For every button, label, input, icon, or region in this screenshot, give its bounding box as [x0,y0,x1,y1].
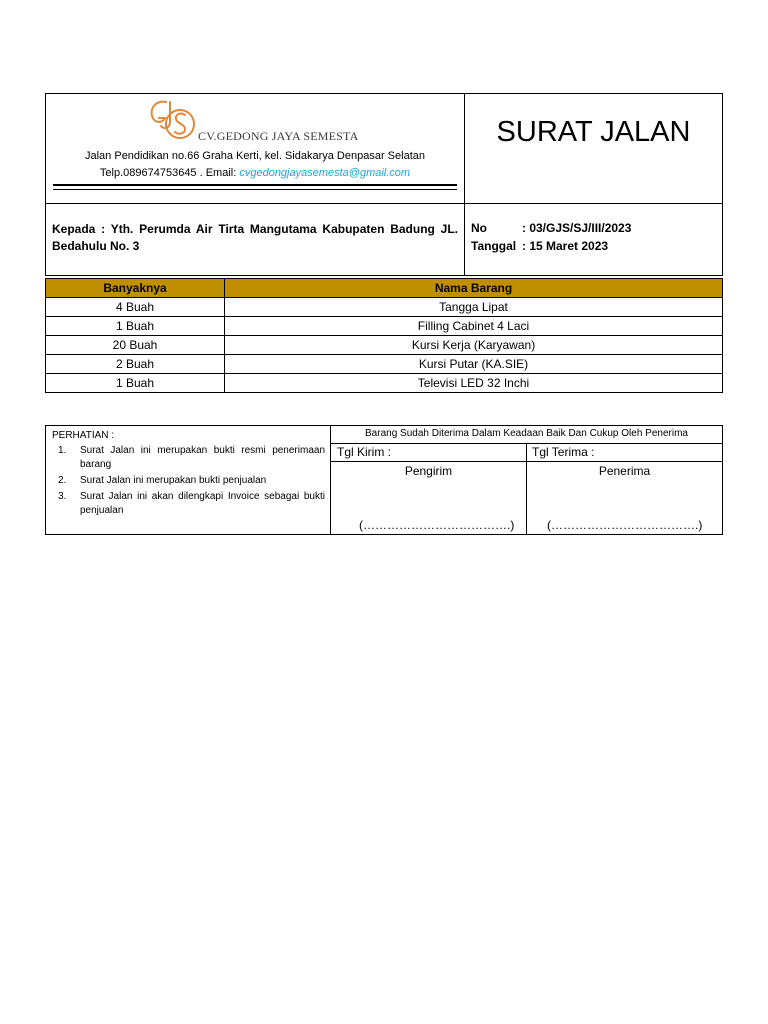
doc-date-value: : 15 Maret 2023 [522,239,609,253]
sender-label: Pengirim [404,464,453,478]
table-row [46,336,723,355]
item-name: Televisi LED 32 Inchi [225,374,723,393]
gjs-logo-icon [146,96,198,142]
column-header-quantity: Banyaknya [46,279,225,298]
item-name: Tangga Lipat [225,298,723,317]
title-cell [465,94,722,203]
header-rule-thick [53,184,457,186]
company-email-link[interactable]: cvgedongjayasemesta@gmail.com [239,167,411,179]
item-quantity: 20 Buah [46,336,225,355]
notes-cell [46,426,331,534]
table-row [46,317,723,336]
recipient-text: Kepada : Yth. Perumda Air Tirta Mangutama Kabupaten Badung JL. Bedahulu No. 3 [52,222,458,253]
recipient-cell [46,204,465,276]
doc-number-row [471,221,631,235]
receipt-divider [331,461,722,462]
receipt-column-divider [526,443,527,534]
list-item [52,474,325,488]
table-row [46,374,723,393]
notes-list [52,444,325,520]
table-row [46,355,723,374]
document-title: SURAT JALAN [496,116,691,148]
column-header-item-name: Nama Barang [225,279,723,298]
note-text: Surat Jalan ini merupakan bukti resmi penerimaan barang [80,445,325,470]
note-number: 3. [58,491,67,502]
company-info [46,94,465,203]
company-address: Jalan Pendidikan no.66 Graha Kerti, kel. Sidakarya Denpasar Selatan [85,150,425,162]
company-contact [46,167,464,179]
receipt-cell [331,426,722,534]
company-phone: Telp.089674753645 . Email: [99,167,240,179]
notes-title: PERHATIAN : [52,430,115,441]
item-name: Kursi Kerja (Karyawan) [225,336,723,355]
document-footer [45,425,723,535]
company-name: CV.GEDONG JAYA SEMESTA [198,129,359,143]
items-table [45,278,723,393]
note-number: 1. [58,445,67,456]
item-quantity: 1 Buah [46,374,225,393]
note-text: Surat Jalan ini akan dilengkapi Invoice sebagai bukti penjualan [80,491,325,516]
list-item [52,490,325,518]
receiver-label: Penerima [598,464,651,478]
table-row [46,298,723,317]
receive-date-label: Tgl Terima : [532,445,595,459]
header-rule-thin [53,189,457,190]
send-date-label: Tgl Kirim : [337,445,391,459]
document-header [45,93,723,276]
note-text: Surat Jalan ini merupakan bukti penjualan [80,475,267,486]
items-header-row [46,279,723,298]
doc-date-row [471,239,608,253]
sender-signature-line: (……………………………….) [359,518,515,532]
doc-date-label: Tanggal [471,239,517,253]
note-number: 2. [58,475,67,486]
doc-info-cell [465,204,722,276]
item-name: Filling Cabinet 4 Laci [225,317,723,336]
item-quantity: 2 Buah [46,355,225,374]
receiver-signature-line: (……………………………….) [547,518,703,532]
receipt-heading: Barang Sudah Diterima Dalam Keadaan Baik Dan Cukup Oleh Penerima [365,428,688,439]
item-name: Kursi Putar (KA.SIE) [225,355,723,374]
doc-number-label: No [471,221,487,235]
item-quantity: 4 Buah [46,298,225,317]
item-quantity: 1 Buah [46,317,225,336]
list-item [52,444,325,472]
doc-number-value: : 03/GJS/SJ/III/2023 [522,221,632,235]
